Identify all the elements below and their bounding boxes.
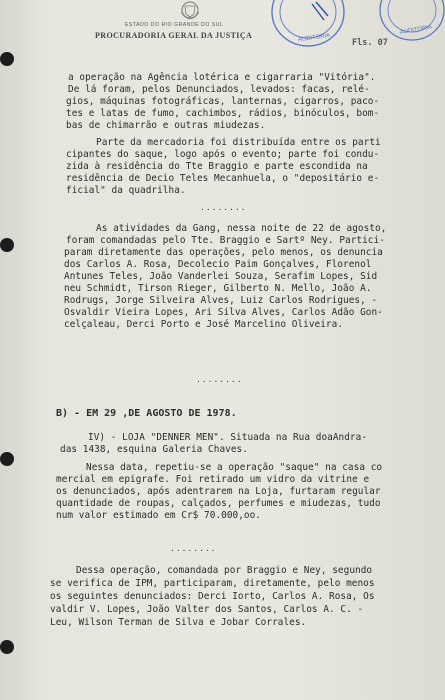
body-line: De lá foram, pelos Denunciados, levados: facas, relé-: [68, 84, 370, 95]
body-line: neu Schmidt, Tirson Rieger, Gilberto N. Mello, João A.: [64, 283, 372, 294]
body-line: Nessa data, repetiu-se a operação "saque" na casa co: [86, 462, 383, 473]
body-line: mercial em epigrafe. Foi retirado um vidro da vitrine e: [56, 474, 370, 485]
punch-hole: [0, 452, 14, 466]
punch-hole: [0, 52, 14, 66]
body-line: celçaleau, Derci Porto e José Marcelino Oliveira.: [64, 319, 344, 330]
body-line: Leu, Wilson Terman de Silva e Jobar Corrales.: [50, 617, 307, 628]
section-separator: ........: [196, 375, 243, 384]
body-line: os denunciados, após adentrarem na Loja, furtaram regular: [56, 486, 381, 497]
body-line: das 1438, esquina Galeria Chaves.: [60, 444, 248, 455]
section-separator: ........: [200, 203, 247, 212]
body-line: valdir V. Lopes, João Valter dos Santos, Carlos A. C. -: [50, 604, 364, 615]
body-line: foram comandadas pelo Tte. Braggio e Sartº Ney. Partici-: [66, 235, 385, 246]
body-line: param diretamente das operações, pelo menos, os denuncia: [64, 247, 383, 258]
body-line: zida à residência do Tte Braggio e parte escondida na: [66, 161, 368, 172]
folio-number: Fls. 07: [352, 38, 388, 48]
stamp-text: AUDITORIA: [297, 32, 331, 44]
body-line: cipantes do saque, logo após o evento; parte foi condu-: [66, 149, 380, 160]
body-line: a operação na Agência lotérica e cigarraria "Vitória".: [68, 72, 376, 83]
body-line: Rodrugs, Jorge Silveira Alves, Luiz Carlos Rodrigues, -: [64, 295, 378, 306]
agency-title: PROCURADORIA GERAL DA JUSTIÇA: [95, 31, 253, 40]
body-line: dos Carlos A. Rosa, Decolecio Paim Gonçalves, Florenol: [64, 259, 372, 270]
state-line: ESTADO DO RIO GRANDE DO SUL: [125, 22, 224, 28]
body-line: Dessa operação, comandada por Braggio e Ney, segundo: [76, 565, 373, 576]
body-line: quantidade de roupas, calçados, perfumes e miudezas, tudo: [56, 498, 381, 509]
body-line: residência de Decio Teles Mecanhuela, o "depositário e-: [66, 173, 380, 184]
body-line: ficial" da quadrilha.: [66, 185, 186, 196]
body-line: Antunes Teles, João Vanderlei Souza, Serafim Lopes, Sid: [64, 271, 378, 282]
body-line: As atividades da Gang, nessa noite de 22 de agosto,: [96, 223, 387, 234]
body-line: tes e latas de fumo, cachimbos, rádios, binóculos, bom-: [66, 108, 380, 119]
item-heading: IV) - LOJA "DENNER MEN". Situada na Rua doaAndra-: [88, 432, 368, 443]
auditoria-stamp: [268, 0, 348, 48]
body-line: num valor estimado em Cr$ 70.000,oo.: [56, 510, 261, 521]
section-heading: B) - EM 29 ,DE AGOSTO DE 1978.: [56, 408, 237, 419]
body-line: Osvaldir Vieira Lopes, Ari Silva Alves, Carlos Adão Gon-: [64, 307, 383, 318]
state-crest-emblem: [178, 0, 202, 22]
body-line: os seguintes denunciados: Derci Iorto, Carlos A. Rosa, Os: [50, 591, 375, 602]
punch-hole: [0, 238, 14, 252]
body-line: gios, máquinas fotográficas, lanternas, cigarros, paco-: [66, 96, 380, 107]
body-line: Parte da mercadoria foi distribuída entre os parti: [96, 137, 381, 148]
stamp2-text: AUDITORIA: [399, 24, 433, 37]
punch-hole: [0, 640, 14, 654]
body-line: se verifica de IPM, participaram, diretamente, pelo menos: [50, 578, 375, 589]
body-line: bas de chimarrão e outras miudezas.: [66, 120, 266, 131]
section-separator: ........: [170, 544, 217, 553]
